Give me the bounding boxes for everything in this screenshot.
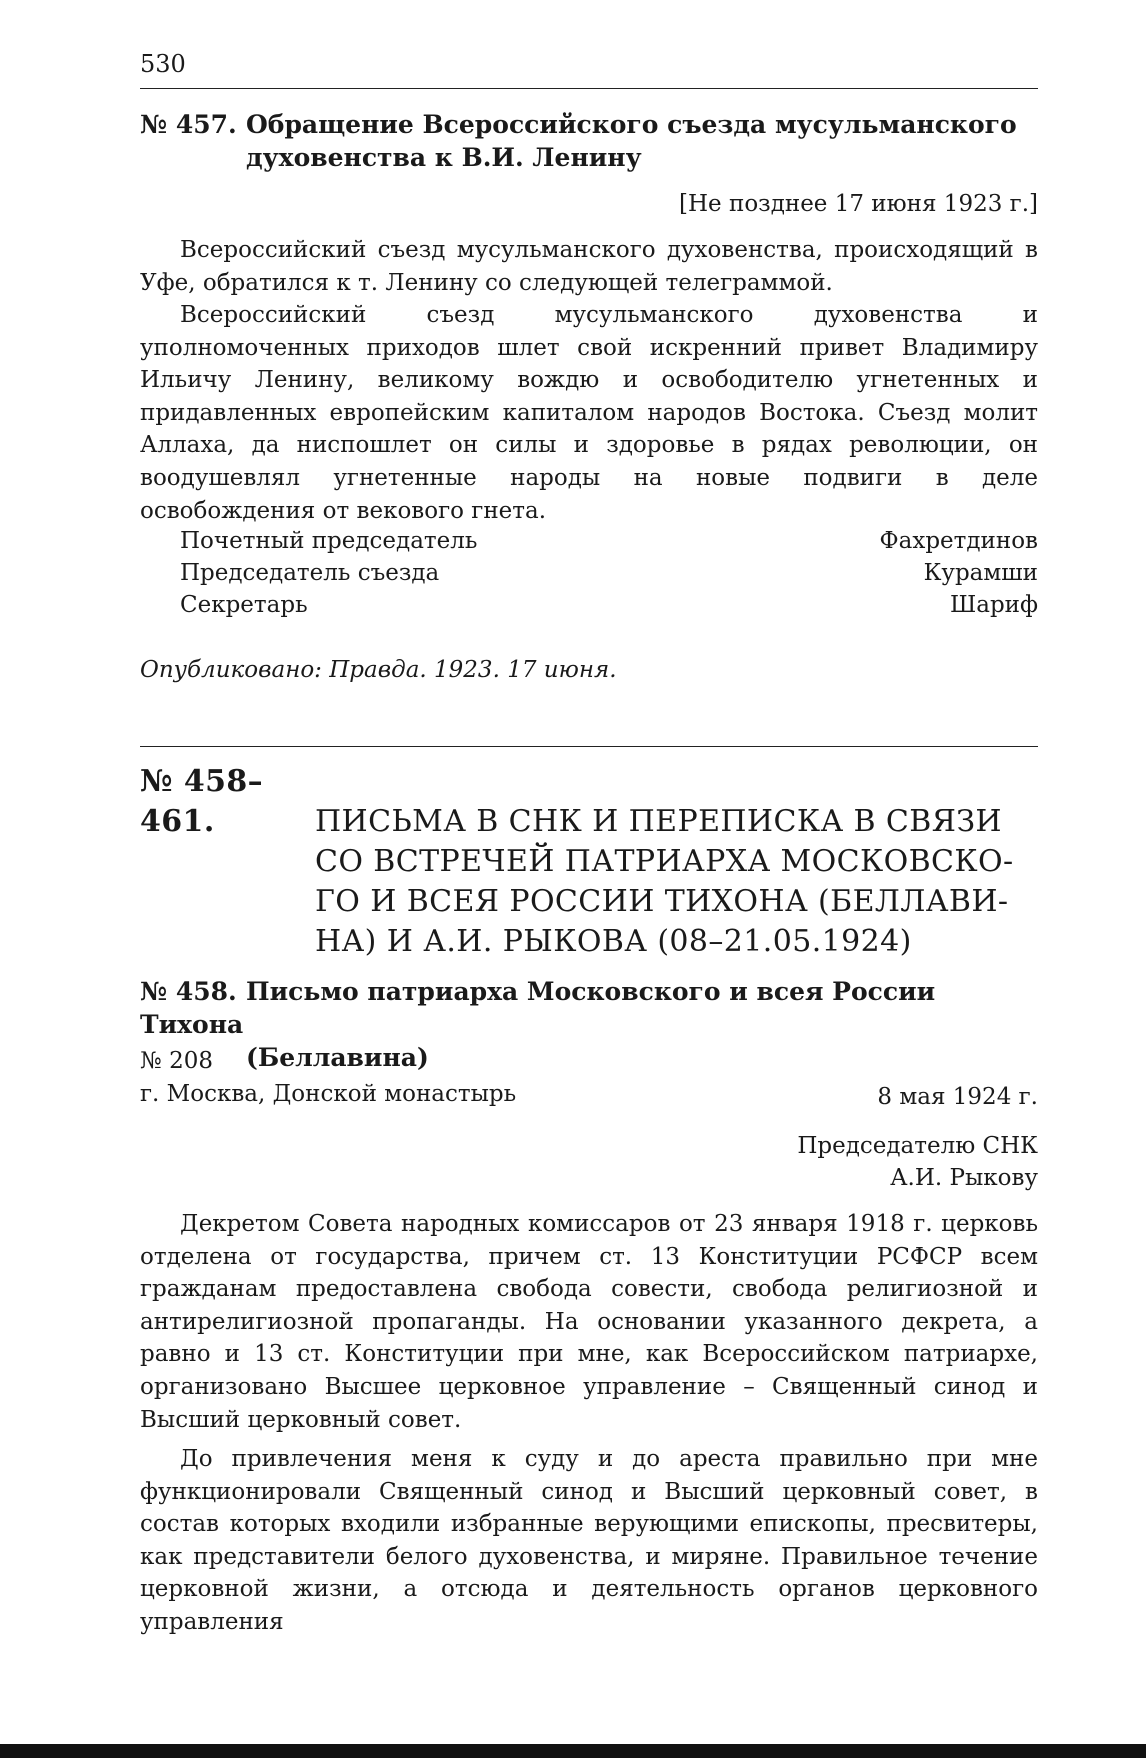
- doc457-number: № 457.: [140, 110, 237, 139]
- section-title-line3: ГО И ВСЕЯ РОССИИ ТИХОНА (БЕЛЛАВИ-: [315, 884, 1009, 919]
- doc457-title-line1: Обращение Всероссийского съезда мусульманского: [246, 110, 1017, 139]
- doc458-title-line1: Письмо патриарха Московского и всея России Тихона: [140, 977, 936, 1039]
- doc458-addressee: [797, 1130, 1038, 1194]
- signature-role: Почетный председатель: [180, 528, 478, 554]
- doc458-paragraph-1: Декретом Совета народных комиссаров от 23 января 1918 г. церковь отделена от государства, причем ст. 13 Конституции РСФСР всем гражданам предоставлена свобода совести, свобода религиозной и антирелигиозной пропаганды. На основании указанного декрета, а равно и 13 ст. Конституции при мне, как Всероссийском патриархе, организовано Высшее церковное управление – Священный синод и Высший церковный совет.: [140, 1211, 1038, 1433]
- doc457-date: [Не позднее 17 июня 1923 г.]: [679, 191, 1038, 217]
- signature-row: [180, 525, 1038, 557]
- doc457-paragraph-2: Всероссийский съезд мусульманского духовенства и уполномоченных приходов шлет свой искренний привет Владимиру Ильичу Ленину, великому вождю и освободителю угнетенных и придавленных европейским капиталом народов Востока. Съезд молит Аллаха, да ниспошлет он силы и здоровье в рядах революции, он воодушевлял угнетенные народы на новые подвиги в деле освобождения от векового гнета.: [140, 302, 1038, 524]
- header-rule: [140, 88, 1038, 89]
- page-number: 530: [140, 50, 186, 78]
- doc458-place: г. Москва, Донской монастырь: [140, 1081, 517, 1107]
- addressee-line: А.И. Рыкову: [890, 1165, 1038, 1191]
- signature-row: [180, 557, 1038, 589]
- scan-edge-bar: [0, 1744, 1146, 1758]
- doc457-paragraph-1: Всероссийский съезд мусульманского духовенства, происходящий в Уфе, обратился к т. Ленину со следующей телеграммой.: [140, 237, 1038, 296]
- doc457-published: Опубликовано: Правда. 1923. 17 июня.: [140, 657, 617, 683]
- section-number: № 458–461.: [140, 764, 264, 839]
- signature-name: Курамши: [923, 560, 1038, 586]
- section-title: [140, 762, 1038, 962]
- doc458-title: [140, 975, 1038, 1074]
- signature-role: Секретарь: [180, 592, 308, 618]
- section-title-line4: НА) И А.И. РЫКОВА (08–21.05.1924): [315, 924, 912, 959]
- doc457-title: [140, 108, 1038, 174]
- signature-name: Шариф: [949, 592, 1038, 618]
- doc457-signatures: [180, 525, 1038, 621]
- doc458-number: № 458.: [140, 977, 237, 1006]
- addressee-line: Председателю СНК: [797, 1133, 1038, 1159]
- signature-row: [180, 589, 1038, 621]
- section-title-line1: ПИСЬМА В СНК И ПЕРЕПИСКА В СВЯЗИ: [315, 804, 1002, 839]
- signature-name: Фахретдинов: [879, 528, 1038, 554]
- doc458-title-line2: (Беллавина): [246, 1043, 429, 1072]
- section-rule: [140, 746, 1038, 747]
- doc458-paragraph-2: До привлечения меня к суду и до ареста правильно при мне функционировали Священный синод и Высший церковный совет, в состав которых входили избранные верующими епископы, пресвитеры, как представители белого духовенства, и миряне. Правильное течение церковной жизни, а отсюда и деятельность органов церковного управления: [140, 1446, 1038, 1635]
- doc458-reg-number: № 208: [140, 1048, 213, 1074]
- signature-role: Председатель съезда: [180, 560, 440, 586]
- section-title-line2: СО ВСТРЕЧЕЙ ПАТРИАРХА МОСКОВСКО-: [315, 844, 1014, 879]
- doc457-title-line2: духовенства к В.И. Ленину: [246, 143, 642, 172]
- doc458-date: 8 мая 1924 г.: [877, 1084, 1038, 1110]
